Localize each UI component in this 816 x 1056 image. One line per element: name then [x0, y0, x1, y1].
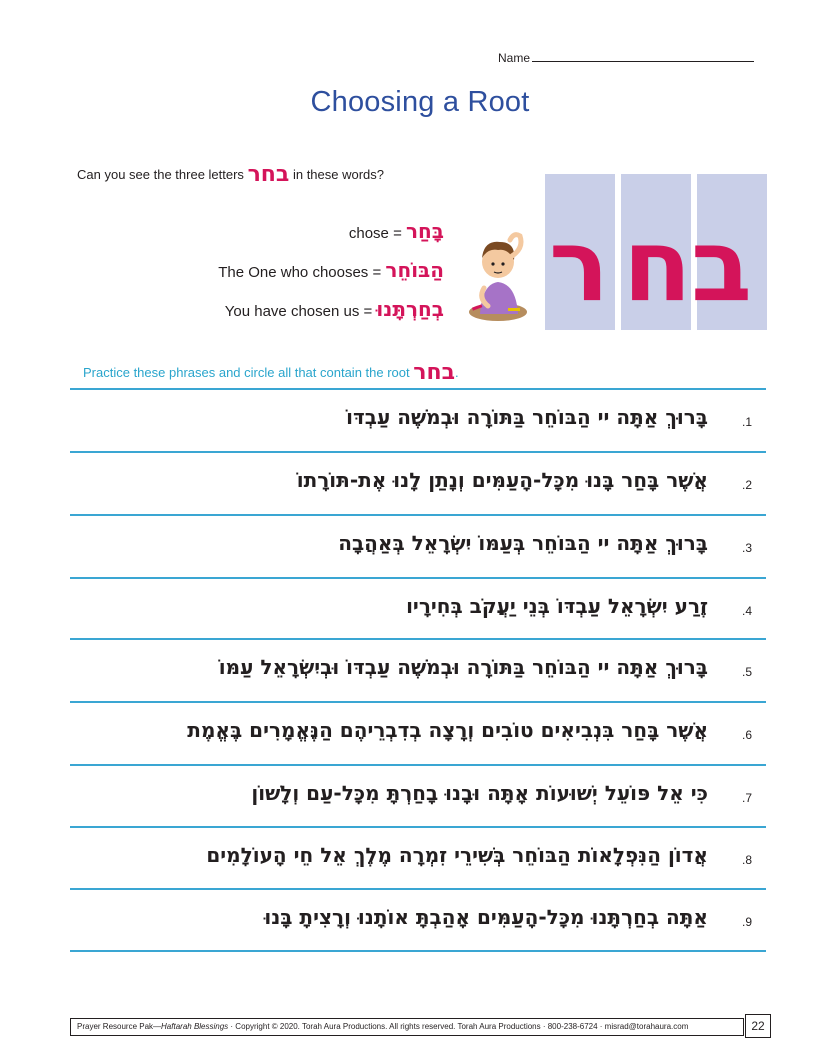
intro-root-letters: בחר — [247, 162, 290, 187]
intro-question — [77, 162, 384, 187]
intro-text-after: in these words? — [292, 167, 385, 182]
phrase-text[interactable]: בָּרוּךְ אַתָּה יי הַבּוֹחֵר בַּתּוֹרָה וּבְמֹשֶׁה עַבְדּוֹ וּבְיִשְׂרָאֵל עַמּוֹ — [218, 655, 708, 679]
divider-rule — [70, 638, 766, 640]
phrase-row[interactable] — [70, 891, 766, 953]
divider-rule — [70, 826, 766, 828]
phrase-text[interactable]: בָּרוּךְ אַתָּה יי הַבּוֹחֵר בַּתּוֹרָה וּבְמֹשֶׁה עַבְדּוֹ — [346, 405, 708, 429]
example-english: The One who chooses = — [218, 264, 382, 281]
phrase-text[interactable]: כִּי אֵל פּוֹעֵל יְשׁוּעוֹת אָתָּה וּבָנוּ בָחַרְתָּ מִכָּל-עַם וְלָשׁוֹן — [251, 781, 708, 805]
phrase-row[interactable] — [70, 580, 766, 642]
example-hebrew: הַבּוֹחֵר — [385, 258, 444, 282]
phrase-row[interactable] — [70, 454, 766, 516]
divider-rule — [70, 577, 766, 579]
divider-rule — [70, 701, 766, 703]
divider-rule — [70, 764, 766, 766]
name-blank-line — [532, 50, 754, 62]
footer-copyright: · Copyright © 2020. Torah Aura Productions. All rights reserved. Torah Aura Productions · 800-238-6724 · misrad@torahaura.com — [228, 1022, 689, 1031]
practice-root-letters: בחר — [413, 360, 456, 385]
thinking-boy-illustration — [468, 226, 528, 324]
example-you-have-chosen-us — [225, 297, 444, 321]
name-field[interactable] — [498, 50, 754, 65]
phrase-row[interactable] — [70, 704, 766, 766]
practice-instruction — [83, 360, 459, 385]
practice-period: . — [455, 365, 459, 380]
example-english: chose = — [348, 225, 402, 242]
phrase-text[interactable]: בָּרוּךְ אַתָּה יי הַבּוֹחֵר בְּעַמּוֹ יִשְׂרָאֵל בְּאַהֲבָה — [338, 531, 708, 555]
example-chose — [349, 219, 444, 243]
divider-rule — [70, 451, 766, 453]
phrase-text[interactable]: אֲשֶׁר בָּחַר בִּנְבִיאִים טוֹבִים וְרָצָה בְדִבְרֵיהֶם הַנֶּאֱמָרִים בֶּאֱמֶת — [187, 718, 708, 742]
divider-rule — [70, 514, 766, 516]
example-english: You have chosen us = — [224, 303, 373, 320]
root-tile-letter: ב — [691, 207, 752, 324]
phrase-number: .4 — [741, 604, 752, 618]
intro-text-before: Can you see the three letters — [77, 167, 244, 182]
example-one-who-chooses — [218, 258, 444, 282]
root-tile-letter: ח — [623, 207, 692, 324]
name-label: Name — [498, 51, 531, 65]
root-tile-letter: ר — [549, 207, 610, 324]
example-hebrew: בְחַרְתָּנוּ — [376, 297, 444, 321]
phrase-row[interactable] — [70, 391, 766, 453]
phrase-row[interactable] — [70, 641, 766, 703]
phrase-number: .7 — [741, 791, 752, 805]
phrase-number: .2 — [741, 478, 752, 492]
divider-rule — [70, 888, 766, 890]
footer-prefix: Prayer Resource Pak— — [77, 1022, 162, 1031]
divider-rule — [70, 950, 766, 952]
phrase-text[interactable]: אֲדוֹן הַנִּפְלָאוֹת הַבּוֹחֵר בְּשִׁירֵי זִמְרָה מֶלֶךְ אֵל חֵי הָעוֹלָמִים — [206, 843, 708, 867]
phrase-text[interactable]: אֲשֶׁר בָּחַר בָּנוּ מִכָּל-הָעַמִּים וְנָתַן לָנוּ אֶת-תּוֹרָתוֹ — [296, 468, 708, 492]
phrase-number: .8 — [741, 853, 752, 867]
root-letter-tiles — [545, 174, 767, 330]
page-number: 22 — [745, 1014, 771, 1038]
phrase-text[interactable]: אַתָּה בְחַרְתָּנוּ מִכָּל-הָעַמִּים אָהַבְתָּ אוֹתָנוּ וְרָצִיתָ בָּנוּ — [264, 905, 708, 929]
phrase-row[interactable] — [70, 767, 766, 829]
example-hebrew: בָּחַר — [406, 219, 444, 243]
phrase-number: .9 — [741, 915, 752, 929]
phrase-row[interactable] — [70, 517, 766, 579]
phrase-number: .6 — [741, 728, 752, 742]
phrase-number: .5 — [741, 665, 752, 679]
practice-text: Practice these phrases and circle all that contain the root — [83, 365, 410, 380]
footer-credits — [70, 1018, 744, 1036]
phrase-text[interactable]: זֶרַע יִשְׂרָאֵל עַבְדּוֹ בְּנֵי יַעֲקֹב בְּחִירָיו — [406, 594, 708, 618]
footer-book-title: Haftarah Blessings — [161, 1022, 229, 1031]
phrase-row[interactable] — [70, 829, 766, 891]
divider-rule — [70, 388, 766, 390]
page-title: Choosing a Root — [310, 86, 530, 118]
phrase-number: .3 — [741, 541, 752, 555]
phrase-number: .1 — [741, 415, 752, 429]
